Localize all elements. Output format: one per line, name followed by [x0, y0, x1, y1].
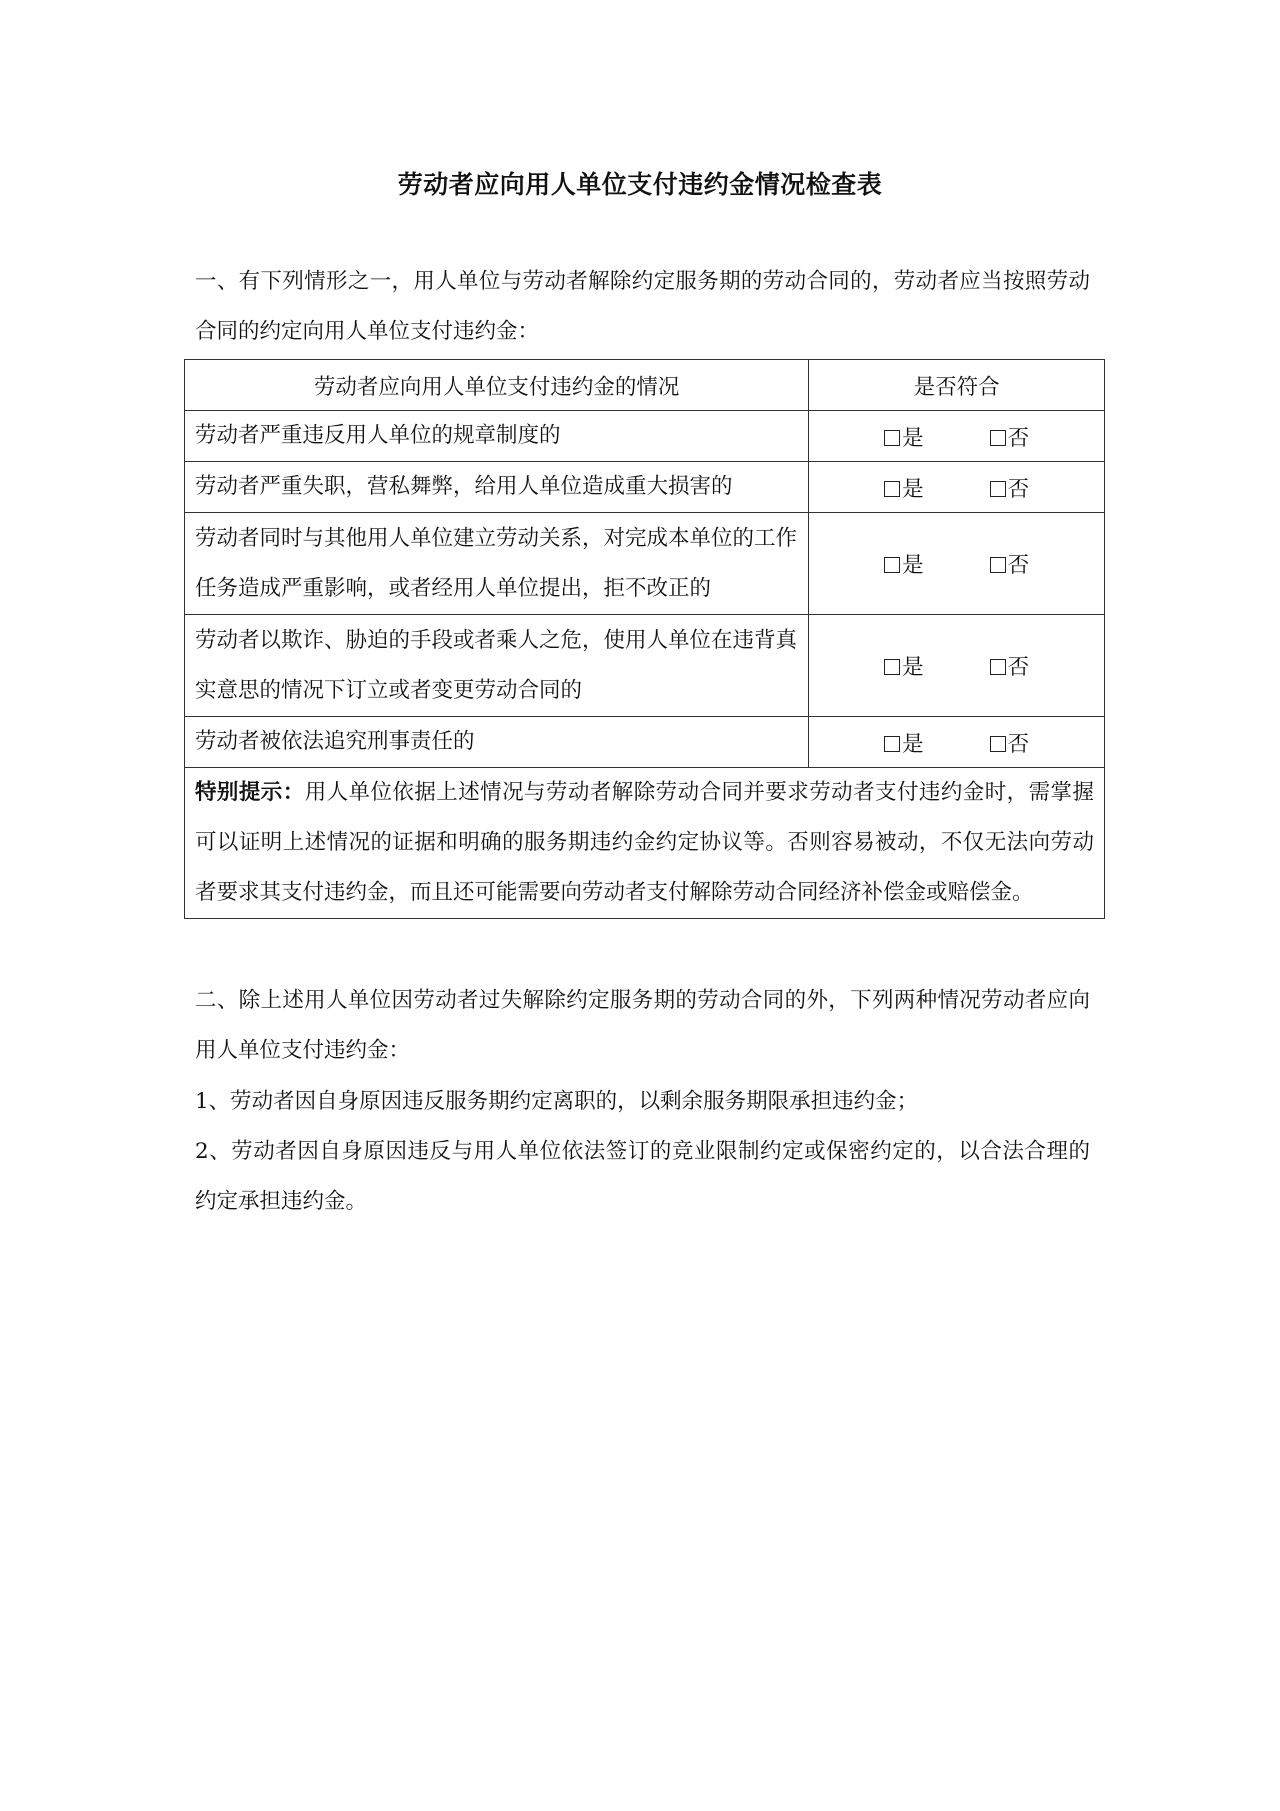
yes-checkbox[interactable]	[884, 430, 900, 446]
match-cell	[809, 513, 1105, 615]
yes-label: 是	[902, 655, 924, 680]
table-row	[185, 513, 1105, 615]
situation-cell: 劳动者被依法追究刑事责任的	[185, 717, 809, 768]
situation-cell: 劳动者以欺诈、胁迫的手段或者乘人之危，使用人单位在违背真实意思的情况下订立或者变更劳动合同的	[185, 615, 809, 717]
yes-label: 是	[902, 425, 924, 451]
section-2-intro: 二、除上述用人单位因劳动者过失解除约定服务期的劳动合同的外，下列两种情况劳动者应向用人单位支付违约金：	[195, 988, 1090, 1063]
no-label: 否	[1007, 425, 1030, 451]
match-cell	[809, 615, 1105, 717]
yes-checkbox[interactable]	[884, 659, 900, 675]
note-label: 特别提示：	[195, 780, 305, 805]
yes-checkbox[interactable]	[884, 481, 900, 497]
no-option[interactable]	[990, 650, 1030, 681]
violation-check-table	[184, 359, 1105, 919]
no-option[interactable]	[990, 421, 1030, 452]
yes-option[interactable]	[884, 421, 924, 452]
note-row	[185, 768, 1105, 919]
match-cell	[809, 411, 1105, 462]
special-note	[185, 768, 1105, 919]
match-cell	[809, 717, 1105, 768]
situation-cell: 劳动者严重失职，营私舞弊，给用人单位造成重大损害的	[185, 462, 809, 513]
section-1-intro: 一、有下列情形之一，用人单位与劳动者解除约定服务期的劳动合同的，劳动者应当按照劳动合同的约定向用人单位支付违约金：	[195, 269, 1090, 344]
no-checkbox[interactable]	[990, 659, 1006, 675]
yes-label: 是	[902, 553, 924, 578]
header-situation: 劳动者应向用人单位支付违约金的情况	[185, 360, 809, 411]
no-label: 否	[1007, 655, 1030, 680]
no-checkbox[interactable]	[990, 481, 1006, 497]
list-item: 1、劳动者因自身原因违反服务期约定离职的，以剩余服务期限承担违约金；	[195, 1089, 919, 1114]
yes-option[interactable]	[884, 472, 924, 503]
yes-option[interactable]	[884, 727, 924, 758]
yes-checkbox[interactable]	[884, 736, 900, 752]
table-row	[185, 615, 1105, 717]
no-label: 否	[1007, 731, 1030, 757]
header-match: 是否符合	[809, 360, 1105, 411]
no-option[interactable]	[990, 727, 1030, 758]
no-checkbox[interactable]	[990, 736, 1006, 752]
document-title: 劳动者应向用人单位支付违约金情况检查表	[397, 170, 883, 199]
no-checkbox[interactable]	[990, 557, 1006, 573]
table-row	[185, 717, 1105, 768]
note-text: 用人单位依据上述情况与劳动者解除劳动合同并要求劳动者支付违约金时，需掌握可以证明上述情况的证据和明确的服务期违约金约定协议等。否则容易被动，不仅无法向劳动者要求其支付违约金，而且还可能需要向劳动者支付解除劳动合同经济补偿金或赔偿金。	[195, 780, 1094, 905]
list-item: 2、劳动者因自身原因违反与用人单位依法签订的竞业限制约定或保密约定的，以合法合理的约定承担违约金。	[195, 1139, 1090, 1214]
yes-checkbox[interactable]	[884, 557, 900, 573]
no-label: 否	[1007, 553, 1030, 578]
situation-cell: 劳动者同时与其他用人单位建立劳动关系，对完成本单位的工作任务造成严重影响，或者经用人单位提出，拒不改正的	[185, 513, 809, 615]
no-option[interactable]	[990, 548, 1030, 579]
no-option[interactable]	[990, 472, 1030, 503]
yes-label: 是	[902, 476, 924, 502]
table-header-row	[185, 360, 1105, 411]
table-row	[185, 462, 1105, 513]
yes-option[interactable]	[884, 650, 924, 681]
no-label: 否	[1007, 476, 1030, 502]
yes-label: 是	[902, 731, 924, 757]
yes-option[interactable]	[884, 548, 924, 579]
no-checkbox[interactable]	[990, 430, 1006, 446]
match-cell	[809, 462, 1105, 513]
table-row	[185, 411, 1105, 462]
situation-cell: 劳动者严重违反用人单位的规章制度的	[185, 411, 809, 462]
